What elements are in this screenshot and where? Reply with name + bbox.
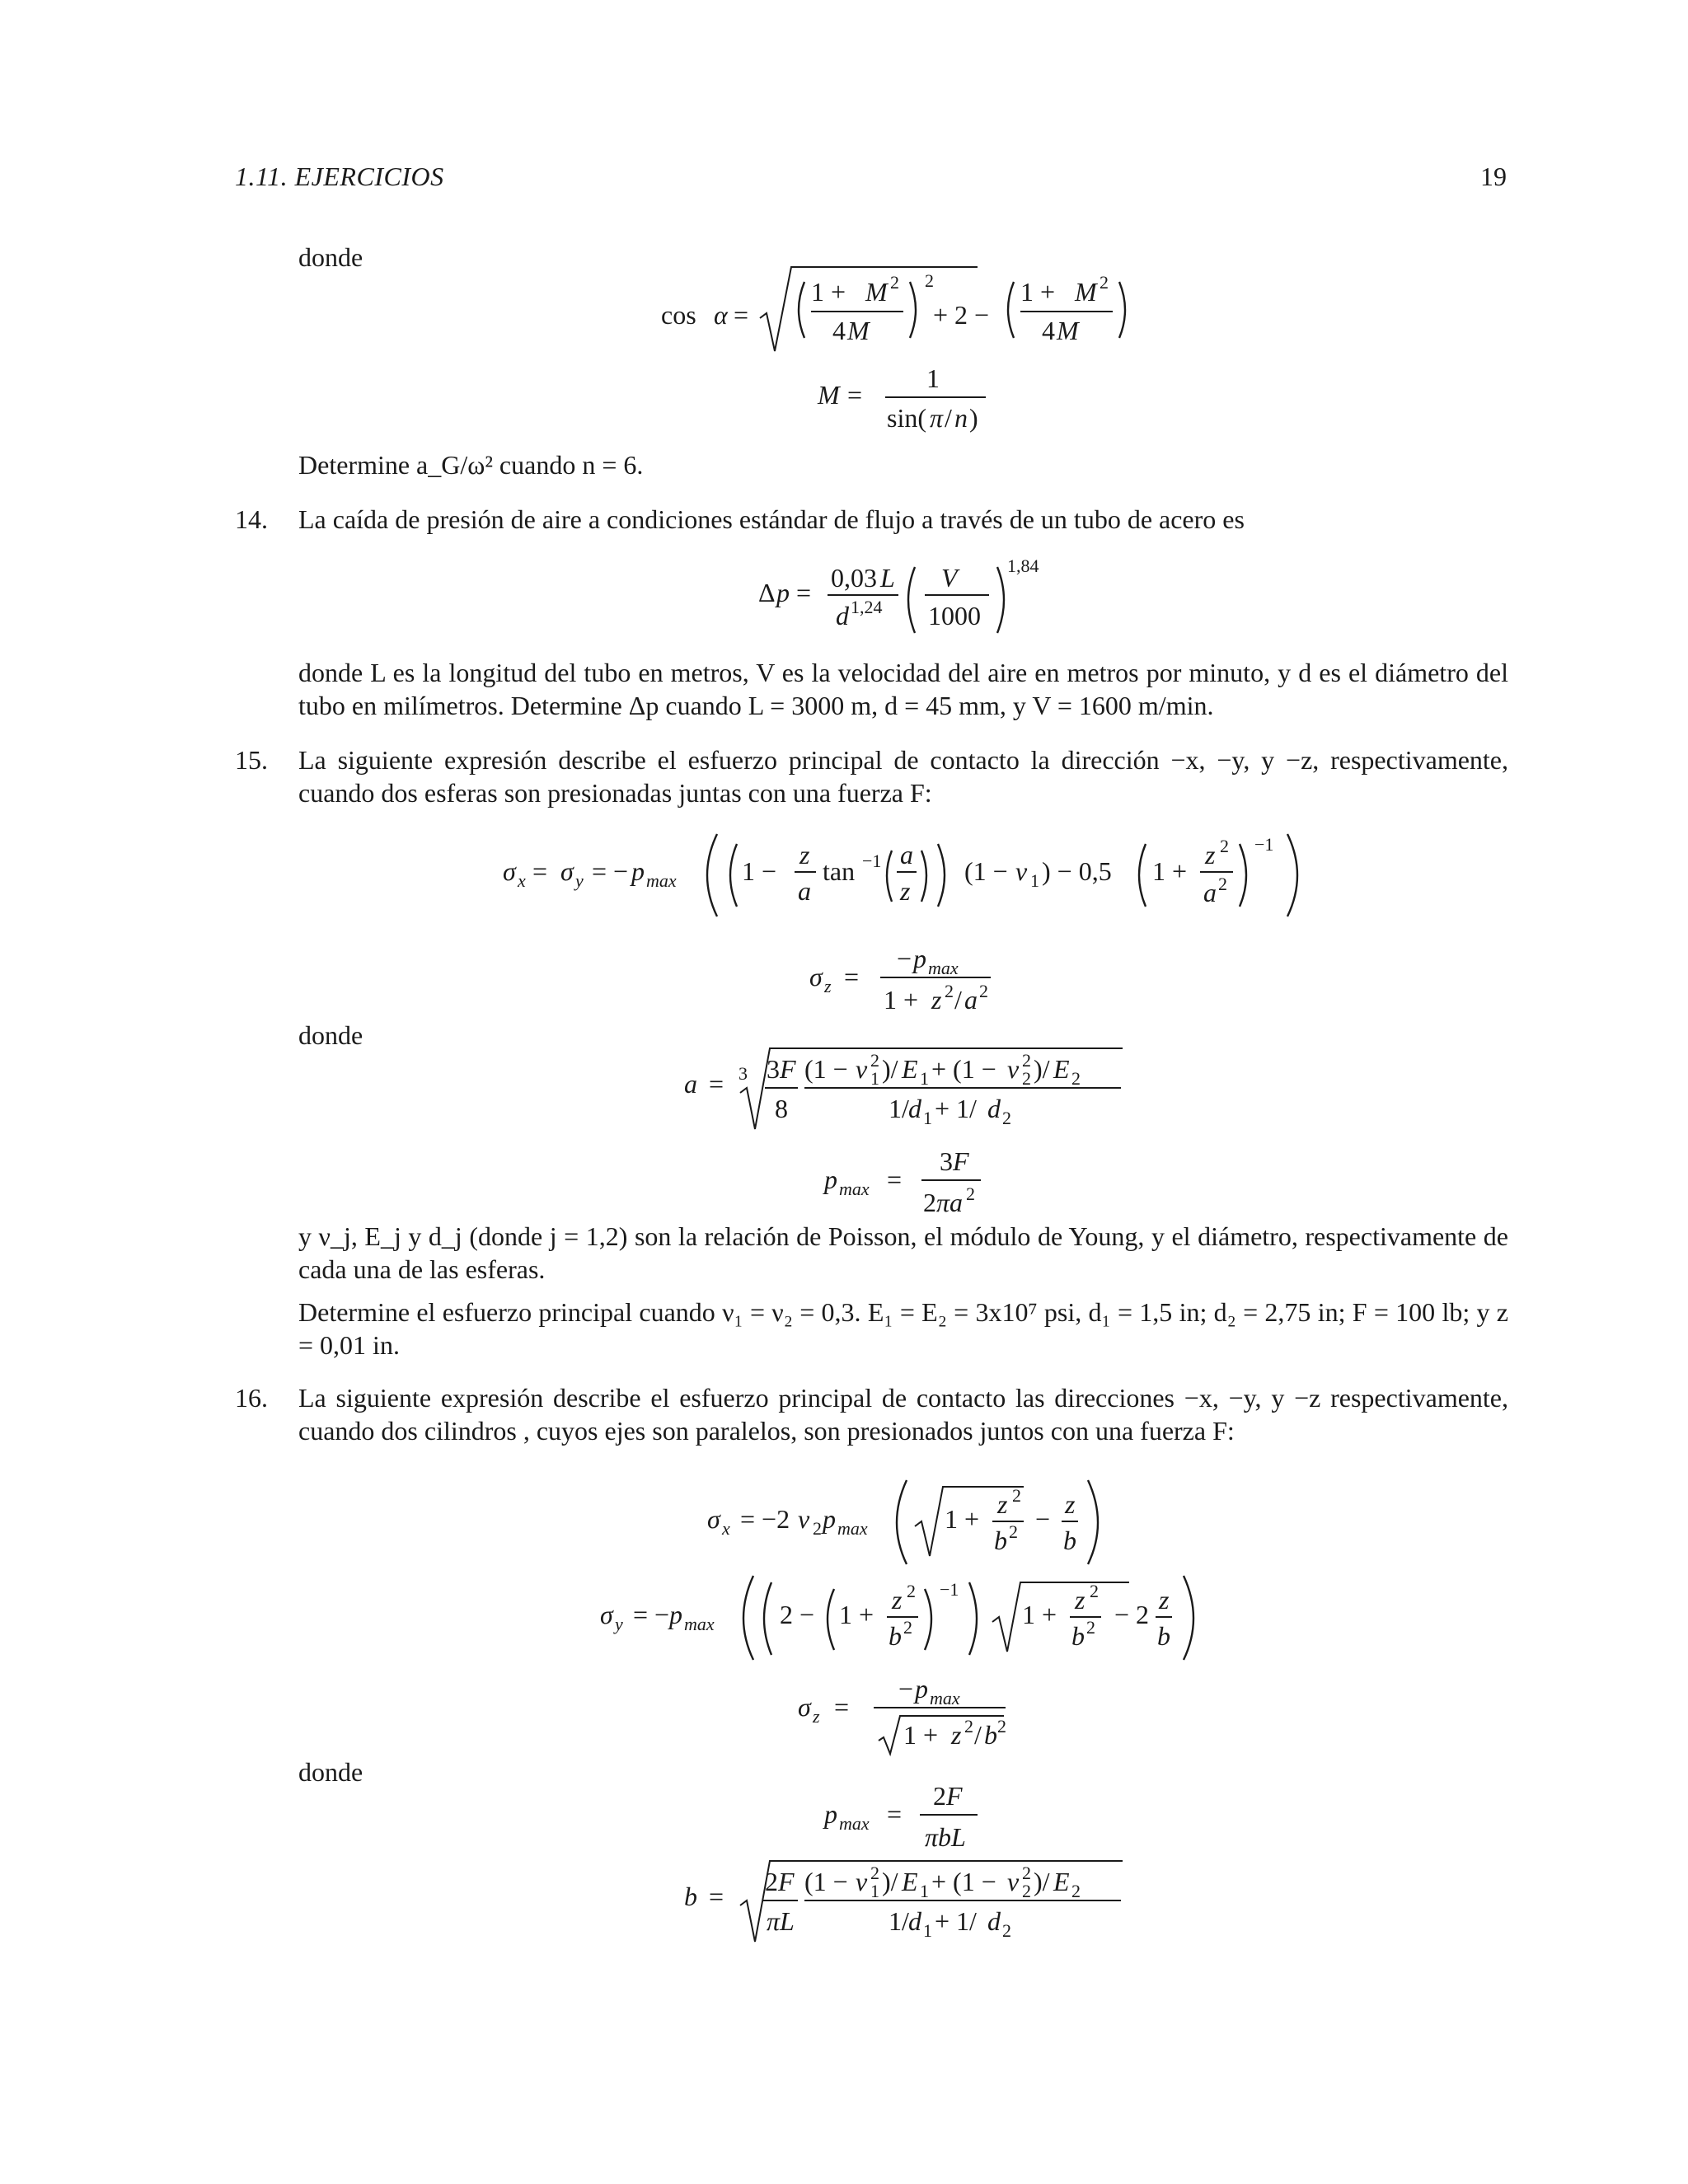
- svg-text:z: z: [799, 840, 810, 869]
- svg-text:πL: πL: [767, 1906, 795, 1936]
- svg-text:M: M: [1075, 277, 1097, 307]
- svg-text:2: 2: [1090, 1581, 1099, 1601]
- svg-text:2: 2: [1100, 272, 1109, 293]
- svg-text:L: L: [880, 563, 895, 593]
- svg-text:Δ: Δ: [758, 578, 776, 607]
- svg-text:1,84: 1,84: [1007, 555, 1039, 576]
- exercise-14-explanation: donde L es la longitud del tubo en metros, V es la velocidad del aire en metros por minuto, y d es el diámetro del tubo en milímetros. Determine Δp cuando L = 3000 m, d = 45 mm, y V = 1600 m/min.: [298, 658, 1508, 720]
- svg-text:=: =: [834, 1692, 850, 1722]
- svg-text:E: E: [1053, 1867, 1070, 1896]
- svg-text:4: 4: [1042, 316, 1055, 345]
- svg-text:tan: tan: [823, 856, 856, 886]
- svg-text:1 +: 1 +: [1020, 277, 1056, 307]
- svg-text:3: 3: [738, 1063, 748, 1084]
- svg-text:ν: ν: [856, 1054, 868, 1084]
- svg-text:2: 2: [870, 1050, 879, 1071]
- svg-text:1/: 1/: [889, 1094, 909, 1123]
- svg-text:1,24: 1,24: [851, 597, 883, 617]
- svg-text:)/: )/: [882, 1054, 898, 1084]
- delta-p-equation: [750, 551, 1063, 641]
- svg-text:1: 1: [923, 1108, 932, 1128]
- svg-text:2: 2: [925, 270, 934, 291]
- svg-text:4: 4: [832, 316, 846, 345]
- svg-text:=: =: [734, 300, 749, 330]
- svg-text:b: b: [1063, 1526, 1076, 1555]
- svg-text:ν: ν: [856, 1867, 868, 1896]
- svg-text:σ: σ: [809, 962, 823, 991]
- svg-text:max: max: [646, 870, 677, 891]
- svg-text:b: b: [994, 1526, 1007, 1555]
- svg-text:cos: cos: [661, 300, 696, 330]
- pmax-cylinder-equation: [816, 1772, 997, 1854]
- svg-text:=: =: [844, 962, 860, 991]
- svg-text:n: n: [954, 403, 968, 433]
- svg-text:2: 2: [964, 1716, 973, 1736]
- svg-text:z: z: [1159, 1585, 1170, 1615]
- svg-text:=: =: [887, 1799, 903, 1829]
- svg-text:σ: σ: [798, 1692, 811, 1722]
- svg-text:M: M: [818, 380, 840, 410]
- svg-text:=: =: [796, 578, 812, 607]
- svg-text:p: p: [824, 1799, 837, 1829]
- svg-text:1: 1: [870, 1881, 879, 1901]
- svg-text:+ 1/: + 1/: [935, 1906, 977, 1936]
- svg-text:E: E: [902, 1054, 918, 1084]
- svg-text:= −: = −: [592, 856, 629, 886]
- svg-text:/: /: [954, 985, 962, 1015]
- svg-text:2: 2: [1022, 1068, 1031, 1089]
- svg-text:)/: )/: [882, 1867, 898, 1896]
- svg-text:ν: ν: [1015, 856, 1028, 886]
- svg-text:F: F: [778, 1867, 795, 1896]
- svg-text:2: 2: [1022, 1050, 1031, 1071]
- svg-text:8: 8: [775, 1094, 788, 1123]
- svg-text:)/: )/: [1034, 1054, 1050, 1084]
- svg-text:M: M: [865, 277, 888, 307]
- a-sphere-equation: [676, 1040, 1137, 1139]
- svg-text:2: 2: [903, 1617, 912, 1638]
- svg-text:σ: σ: [503, 856, 516, 886]
- svg-text:2: 2: [966, 1183, 975, 1204]
- svg-text:+ (1 −: + (1 −: [931, 1867, 996, 1896]
- svg-text:1: 1: [926, 363, 940, 393]
- cos-alpha-equation: [651, 262, 1162, 361]
- svg-text:−: −: [1035, 1504, 1051, 1534]
- svg-text:ν: ν: [1007, 1054, 1020, 1084]
- svg-text:z: z: [813, 1706, 820, 1727]
- sigma-x-cylinder-equation: [701, 1475, 1113, 1566]
- svg-text:d: d: [836, 601, 849, 630]
- svg-text:σ: σ: [707, 1504, 720, 1534]
- svg-text:2: 2: [870, 1863, 879, 1883]
- svg-text:E: E: [1053, 1054, 1070, 1084]
- svg-text:x: x: [722, 1518, 730, 1539]
- svg-text:2: 2: [1009, 1521, 1018, 1542]
- exercise-16-number: 16.: [235, 1383, 268, 1413]
- svg-text:−1: −1: [1254, 834, 1274, 855]
- svg-text:y: y: [575, 870, 584, 891]
- exercise-15-intro: La siguiente expresión describe el esfuerzo principal de contacto la dirección −x, −y, y −z, respectivamente, cuando dos esferas son presionadas juntas con una fuerza F:: [298, 745, 1508, 808]
- svg-text:3: 3: [767, 1054, 780, 1084]
- b-cylinder-equation: [676, 1854, 1137, 1953]
- svg-text:+ (1 −: + (1 −: [931, 1054, 996, 1084]
- svg-text:2: 2: [1002, 1920, 1011, 1941]
- svg-text:p: p: [915, 1674, 928, 1704]
- svg-text:a: a: [1203, 878, 1217, 907]
- svg-text:y: y: [615, 1614, 623, 1634]
- svg-text:): ): [969, 403, 978, 433]
- svg-text:2: 2: [765, 1867, 778, 1896]
- sigma-xy-sphere-equation: [495, 827, 1319, 918]
- exercise-16-intro: La siguiente expresión describe el esfuerzo principal de contacto las direcciones −x, −y, y −z respectivamente, cuando dos cilindros , cuyos ejes son paralelos, son presionados juntos con una fuerza F:: [298, 1383, 1508, 1446]
- svg-text:2: 2: [1220, 836, 1229, 856]
- svg-text:πa: πa: [936, 1188, 964, 1217]
- svg-text:2: 2: [1071, 1881, 1081, 1901]
- svg-text:2 −: 2 −: [780, 1600, 815, 1629]
- donde-label-16: donde: [298, 1757, 363, 1787]
- svg-text:p: p: [776, 578, 790, 607]
- svg-text:F: F: [946, 1781, 963, 1811]
- svg-text:−: −: [898, 1674, 914, 1704]
- svg-text:F: F: [780, 1054, 796, 1084]
- svg-text:1/: 1/: [889, 1906, 909, 1936]
- svg-text:2: 2: [945, 981, 954, 1001]
- svg-text:d: d: [908, 1094, 921, 1123]
- svg-text:d: d: [987, 1906, 1001, 1936]
- exercise-14-number: 14.: [235, 504, 268, 534]
- svg-text:z: z: [892, 1585, 903, 1615]
- svg-text:2: 2: [1218, 874, 1227, 894]
- svg-text:2: 2: [923, 1188, 936, 1217]
- svg-text:−: −: [897, 944, 912, 973]
- svg-text:) − 0,5: ) − 0,5: [1042, 856, 1112, 886]
- sigma-z-cylinder-equation: [791, 1668, 1022, 1759]
- svg-text:z: z: [1065, 1489, 1076, 1519]
- exercise-14-intro: La caída de presión de aire a condiciones estándar de flujo a través de un tubo de acero es: [298, 504, 1245, 534]
- svg-text:d: d: [908, 1906, 921, 1936]
- svg-text:α: α: [714, 300, 728, 330]
- svg-text:max: max: [839, 1179, 870, 1199]
- exercise-15-determine: Determine el esfuerzo principal cuando ν₁ = ν₂ = 0,3. E₁ = E₂ = 3x10⁷ psi, d₁ = 1,5 in; d₂ = 2,75 in; F = 100 lb; y z = 0,01 in.: [298, 1297, 1508, 1360]
- svg-text:z: z: [1075, 1585, 1085, 1615]
- svg-text:2: 2: [979, 981, 988, 1001]
- svg-text:2: 2: [1071, 1068, 1081, 1089]
- svg-text:1 +: 1 +: [1022, 1600, 1057, 1629]
- determine-13: Determine a_G/ω² cuando n = 6.: [298, 450, 644, 480]
- svg-text:+ 2 −: + 2 −: [933, 300, 990, 330]
- svg-text:2: 2: [890, 272, 899, 293]
- page-number: 19: [1480, 162, 1507, 191]
- svg-text:(1 −: (1 −: [804, 1054, 848, 1084]
- svg-text:2: 2: [813, 1518, 822, 1539]
- sigma-z-sphere-equation: [808, 940, 1006, 1022]
- svg-text:a: a: [964, 985, 978, 1015]
- svg-text:V: V: [941, 563, 958, 593]
- svg-text:max: max: [930, 1688, 960, 1708]
- svg-text:max: max: [839, 1813, 870, 1834]
- svg-text:ν: ν: [1007, 1867, 1020, 1896]
- svg-text:z: z: [931, 985, 942, 1015]
- svg-text:0,03: 0,03: [831, 563, 877, 593]
- svg-text:1 +: 1 +: [903, 1720, 939, 1750]
- svg-text:2: 2: [1086, 1617, 1095, 1638]
- svg-text:+ 1/: + 1/: [935, 1094, 977, 1123]
- svg-text:πbL: πbL: [925, 1822, 966, 1852]
- svg-text:3: 3: [940, 1146, 953, 1176]
- svg-text:z: z: [997, 1489, 1008, 1519]
- svg-text:2: 2: [1022, 1881, 1031, 1901]
- svg-text:σ: σ: [600, 1600, 613, 1629]
- svg-text:z: z: [824, 976, 832, 996]
- m-equation: [808, 356, 1006, 438]
- svg-text:1 +: 1 +: [1152, 856, 1188, 886]
- svg-text:= −: = −: [633, 1600, 670, 1629]
- svg-text:a: a: [798, 876, 811, 906]
- svg-text:1: 1: [1030, 870, 1039, 891]
- svg-text:sin(: sin(: [887, 403, 926, 433]
- svg-text:σ: σ: [560, 856, 574, 886]
- svg-text:=: =: [887, 1165, 903, 1194]
- svg-text:1 +: 1 +: [839, 1600, 874, 1629]
- svg-text:b: b: [889, 1621, 902, 1651]
- svg-text:(1 −: (1 −: [804, 1867, 848, 1896]
- svg-text:max: max: [928, 958, 959, 978]
- svg-text:1: 1: [923, 1920, 932, 1941]
- svg-text:a: a: [900, 840, 913, 869]
- svg-text:=: =: [709, 1882, 724, 1911]
- svg-text:p: p: [823, 1504, 836, 1534]
- section-header: 1.11. EJERCICIOS: [235, 162, 444, 191]
- svg-text:p: p: [631, 856, 645, 886]
- svg-text:2: 2: [997, 1716, 1006, 1736]
- svg-text:2: 2: [907, 1581, 916, 1601]
- svg-text:b: b: [1071, 1621, 1085, 1651]
- svg-text:(1 −: (1 −: [964, 856, 1008, 886]
- svg-text:1 −: 1 −: [742, 856, 777, 886]
- svg-text:M: M: [847, 316, 870, 345]
- svg-text:max: max: [684, 1614, 715, 1634]
- svg-text:1 +: 1 +: [811, 277, 846, 307]
- svg-text:/: /: [945, 403, 952, 433]
- svg-text:1: 1: [920, 1068, 929, 1089]
- pmax-sphere-equation: [816, 1139, 997, 1221]
- exercise-15-number: 15.: [235, 745, 268, 775]
- svg-text:d: d: [987, 1094, 1001, 1123]
- svg-text:− 2: − 2: [1114, 1600, 1150, 1629]
- svg-text:1 +: 1 +: [884, 985, 919, 1015]
- svg-text:z: z: [951, 1720, 962, 1750]
- svg-text:z: z: [1205, 840, 1216, 869]
- svg-text:)/: )/: [1034, 1867, 1050, 1896]
- svg-text:max: max: [837, 1518, 868, 1539]
- svg-text:b: b: [984, 1720, 997, 1750]
- svg-text:p: p: [824, 1165, 837, 1194]
- exercise-15-variables: y ν_j, E_j y d_j (donde j = 1,2) son la relación de Poisson, el módulo de Young, y el diámetro, respectivamente de cada una de las esferas.: [298, 1221, 1508, 1284]
- svg-text:/: /: [974, 1720, 982, 1750]
- svg-text:E: E: [902, 1867, 918, 1896]
- svg-text:z: z: [900, 876, 911, 906]
- donde-label-15: donde: [298, 1020, 363, 1050]
- svg-text:1000: 1000: [928, 601, 981, 630]
- svg-text:a: a: [684, 1069, 697, 1099]
- svg-text:ν: ν: [798, 1504, 810, 1534]
- donde-label-13: donde: [298, 242, 363, 272]
- svg-text:b: b: [1157, 1621, 1170, 1651]
- svg-text:x: x: [518, 870, 526, 891]
- svg-text:−1: −1: [940, 1579, 959, 1600]
- svg-text:b: b: [684, 1882, 697, 1911]
- svg-text:p: p: [913, 944, 926, 973]
- svg-text:1: 1: [870, 1068, 879, 1089]
- svg-text:p: p: [669, 1600, 682, 1629]
- svg-text:2: 2: [1012, 1485, 1021, 1506]
- svg-text:1 +: 1 +: [945, 1504, 980, 1534]
- svg-text:= −2: = −2: [740, 1504, 790, 1534]
- svg-text:2: 2: [1022, 1863, 1031, 1883]
- svg-text:−1: −1: [862, 851, 882, 871]
- svg-text:=: =: [709, 1069, 724, 1099]
- svg-text:2: 2: [933, 1781, 946, 1811]
- svg-text:=: =: [532, 856, 548, 886]
- sigma-y-cylinder-equation: [593, 1571, 1220, 1661]
- svg-text:=: =: [847, 380, 863, 410]
- svg-text:1: 1: [920, 1881, 929, 1901]
- svg-text:2: 2: [1002, 1108, 1011, 1128]
- svg-text:F: F: [953, 1146, 969, 1176]
- svg-text:π: π: [930, 403, 944, 433]
- svg-text:M: M: [1057, 316, 1079, 345]
